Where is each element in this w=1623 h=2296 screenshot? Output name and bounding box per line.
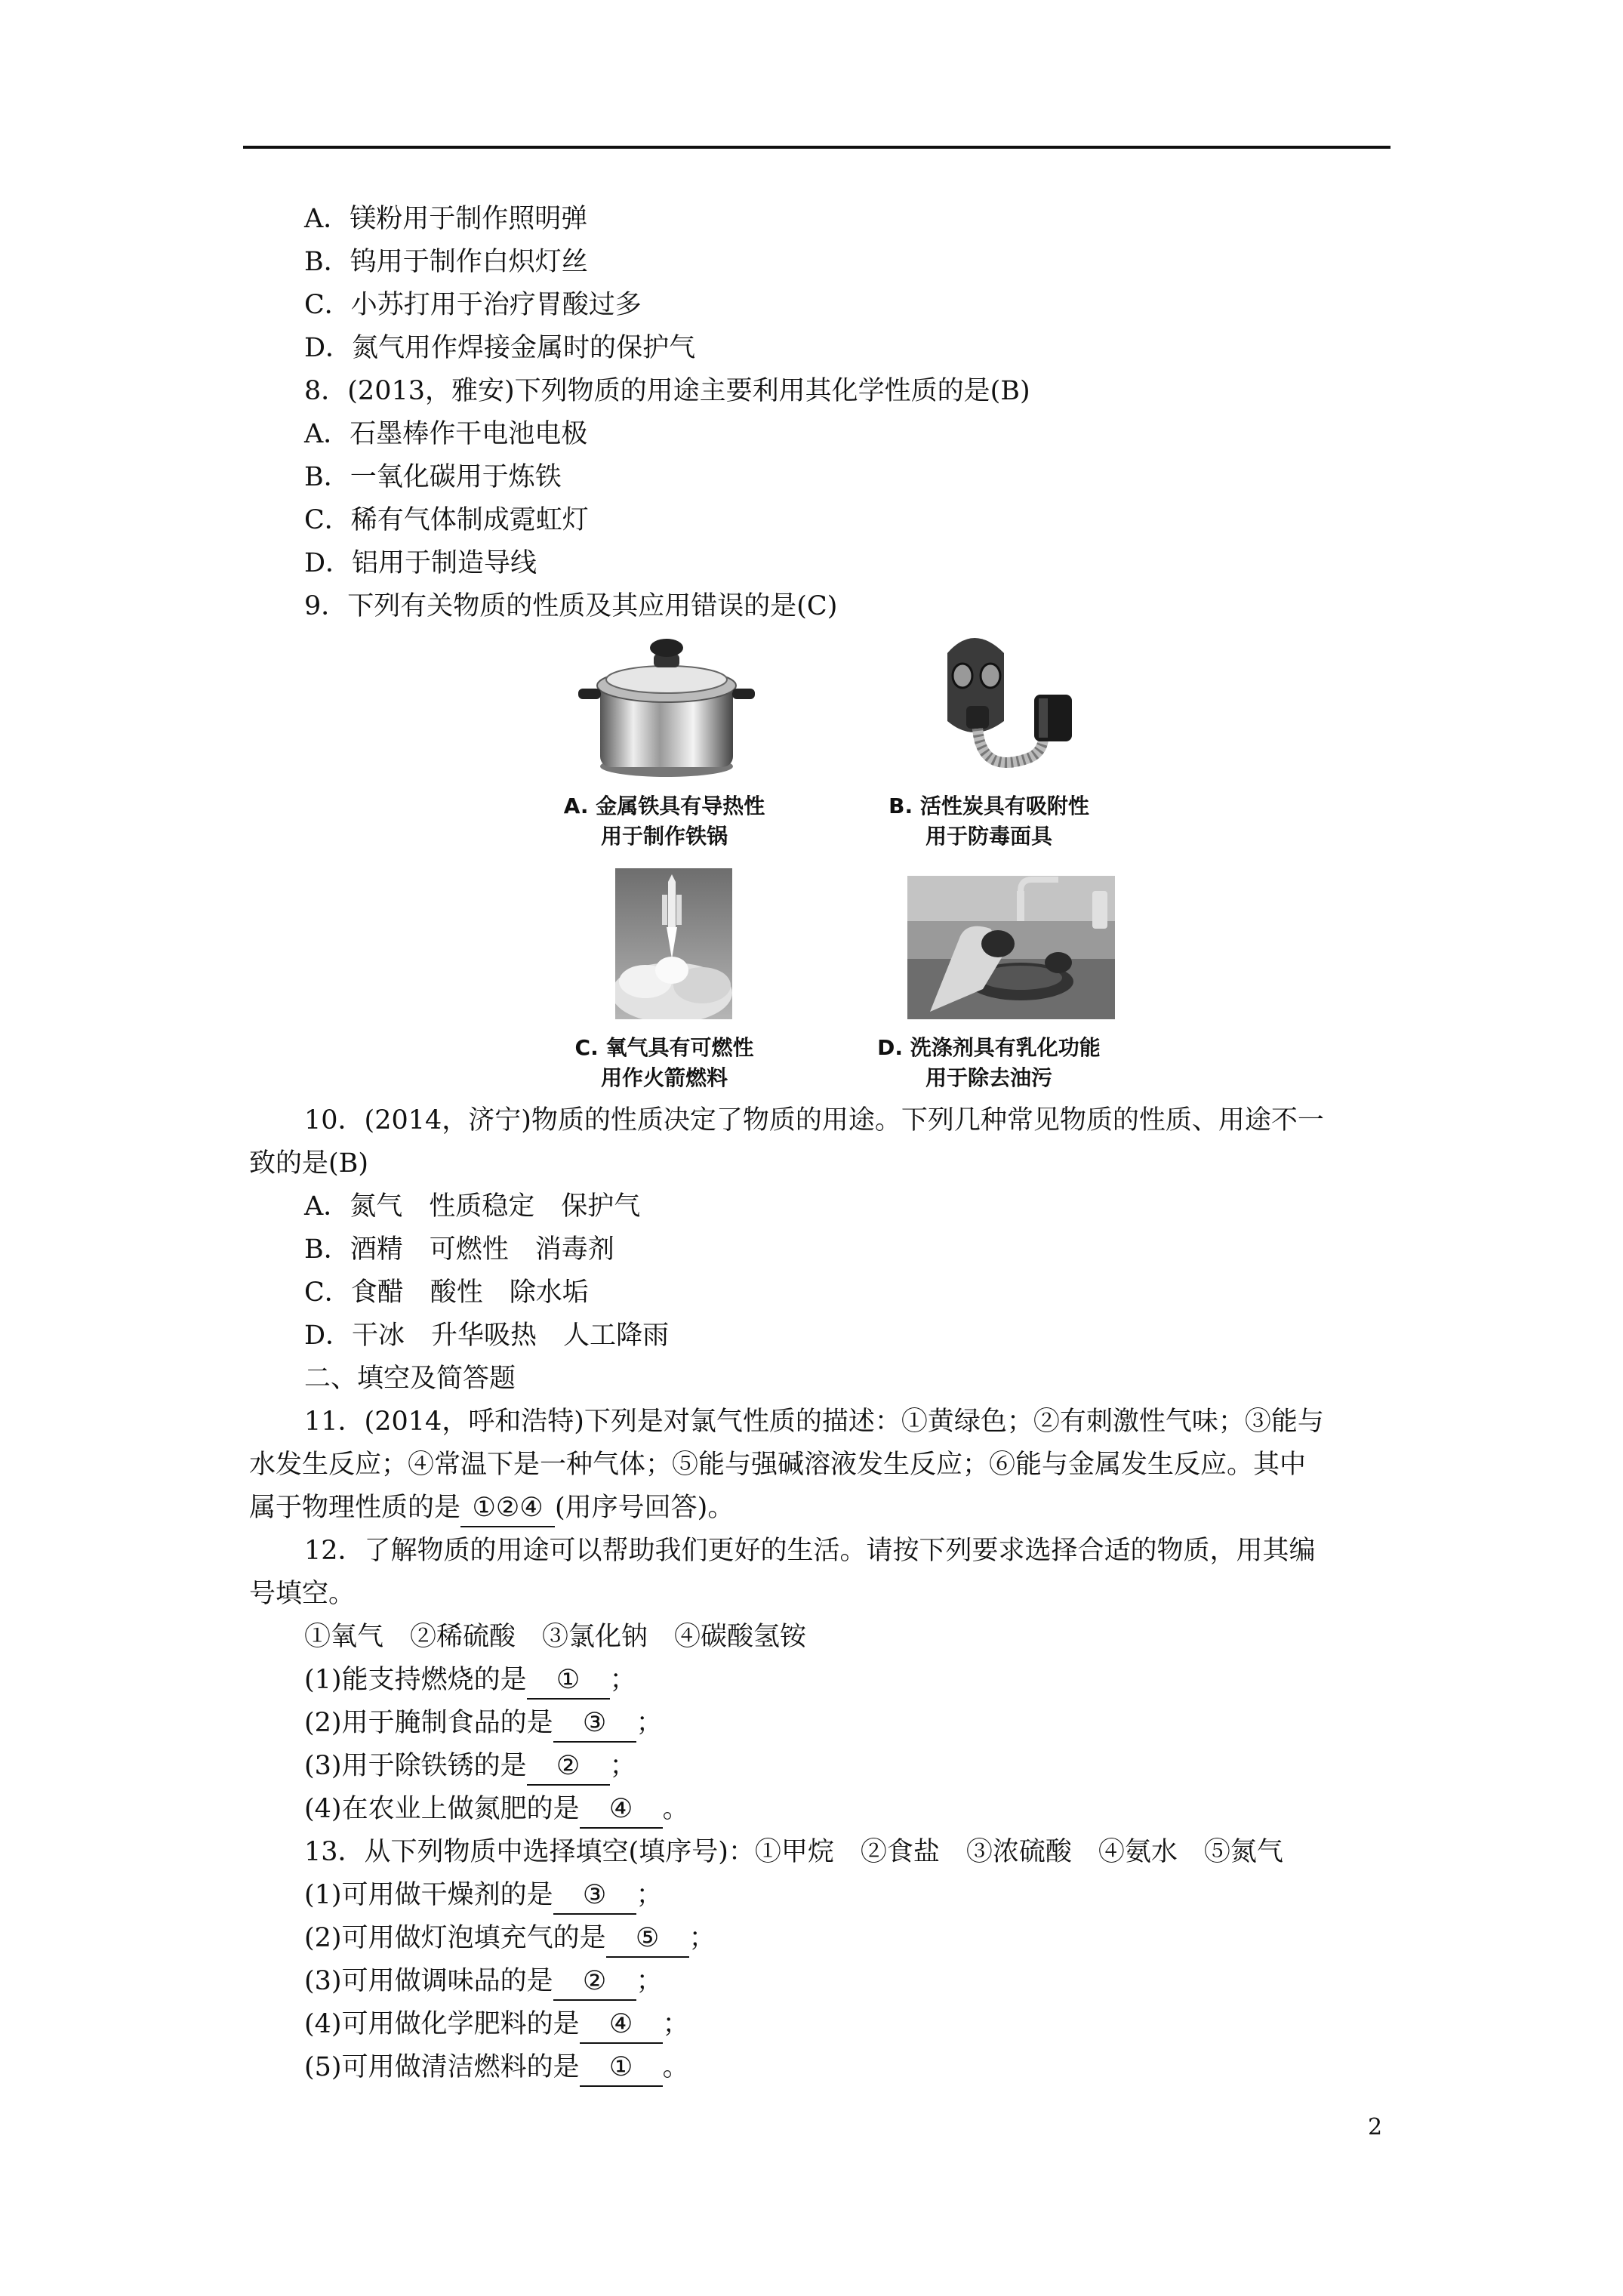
rocket-launch-image	[615, 868, 732, 1019]
q13-item-5-answer: ①	[580, 2049, 663, 2087]
caption-d-line2: 用于除去油污	[925, 1065, 1052, 1090]
q12-item-1	[304, 1659, 636, 1701]
q12-item-3-answer: ②	[527, 1748, 610, 1786]
q7-option-b: B．钨用于制作白炽灯丝	[304, 247, 588, 277]
q12-item-3-text: (3)用于除铁锈的是	[304, 1751, 527, 1781]
q12-item-3	[304, 1745, 636, 1787]
q10-stem-line2: 致的是(B)	[249, 1148, 369, 1179]
header-rule	[243, 146, 1390, 149]
q13-item-5-punct: 。	[662, 2052, 689, 2082]
q13-item-3-answer: ②	[553, 1963, 636, 2001]
q13-item-1-answer: ③	[553, 1877, 636, 1915]
iron-pot-image	[572, 627, 761, 785]
section-heading: 二、填空及简答题	[304, 1364, 516, 1394]
q10-option-b: B．酒精 可燃性 消毒剂	[304, 1234, 614, 1265]
q12-item-3-punct: ；	[609, 1751, 636, 1781]
q11-line3-pre: 属于物理性质的是	[249, 1493, 461, 1523]
q13-item-4-punct: ；	[662, 2009, 689, 2039]
q13-item-3-text: (3)可用做调味品的是	[304, 1966, 553, 1996]
q12-item-4	[304, 1788, 689, 1830]
q9-stem: 9．下列有关物质的性质及其应用错误的是(C)	[304, 591, 838, 621]
caption-b-line2: 用于防毒面具	[925, 824, 1052, 849]
q10-option-a: A．氮气 性质稳定 保护气	[304, 1191, 641, 1222]
q11-line1: 11．(2014，呼和浩特)下列是对氯气性质的描述：①黄绿色；②有刺激性气味；③能与	[304, 1407, 1324, 1437]
q12-item-4-text: (4)在农业上做氮肥的是	[304, 1794, 580, 1824]
q13-item-1-text: (1)可用做干燥剂的是	[304, 1880, 553, 1910]
q13-item-1	[304, 1874, 663, 1916]
q13-item-4	[304, 2003, 689, 2045]
q12-item-1-punct: ；	[609, 1665, 636, 1695]
washing-dishes-image	[907, 876, 1115, 1019]
q12-line1: 12．了解物质的用途可以帮助我们更好的生活。请按下列要求选择合适的物质，用其编	[304, 1536, 1316, 1566]
q10-option-d: D．干冰 升华吸热 人工降雨	[304, 1321, 670, 1351]
q13-item-5	[304, 2046, 689, 2088]
caption-d-line1: D. 洗涤剂具有乳化功能	[877, 1035, 1101, 1060]
q13-stem: 13．从下列物质中选择填空(填序号)：①甲烷 ②食盐 ③浓硫酸 ④氨水 ⑤氮气	[304, 1837, 1283, 1867]
caption-c-line2: 用作火箭燃料	[600, 1065, 728, 1090]
q12-item-1-answer: ①	[527, 1662, 610, 1700]
q10-stem-line1: 10．(2014，济宁)物质的性质决定了物质的用途。下列几种常见物质的性质、用途不一	[304, 1105, 1324, 1136]
q10-option-c: C．食醋 酸性 除水垢	[304, 1277, 589, 1308]
q13-item-4-text: (4)可用做化学肥料的是	[304, 2009, 580, 2039]
q13-item-2-punct: ；	[688, 1923, 716, 1953]
q12-item-2-answer: ③	[553, 1705, 636, 1743]
q11-line2: 水发生反应；④常温下是一种气体；⑤能与强碱溶液发生反应；⑥能与金属发生反应。其中	[249, 1450, 1307, 1480]
q8-option-d: D．铝用于制造导线	[304, 548, 537, 578]
q12-item-2-punct: ；	[636, 1708, 663, 1738]
q13-item-2-answer: ⑤	[606, 1920, 689, 1958]
q7-option-d: D．氮气用作焊接金属时的保护气	[304, 333, 696, 363]
q7-option-c: C．小苏打用于治疗胃酸过多	[304, 290, 642, 320]
q12-line2: 号填空。	[249, 1579, 356, 1609]
q12-item-1-text: (1)能支持燃烧的是	[304, 1665, 527, 1695]
q12-item-4-answer: ④	[580, 1791, 663, 1829]
q12-item-4-punct: 。	[662, 1794, 689, 1824]
q8-option-a: A．石墨棒作干电池电极	[304, 419, 588, 449]
q8-option-c: C．稀有气体制成霓虹灯	[304, 505, 589, 535]
q13-item-3	[304, 1960, 663, 2002]
q13-item-5-text: (5)可用做清洁燃料的是	[304, 2052, 580, 2082]
q12-item-2-text: (2)用于腌制食品的是	[304, 1708, 553, 1738]
q7-option-a: A．镁粉用于制作照明弹	[304, 204, 588, 234]
q12-item-2	[304, 1702, 663, 1744]
q13-item-1-punct: ；	[636, 1880, 663, 1910]
q13-item-4-answer: ④	[580, 2006, 663, 2044]
q13-item-2	[304, 1917, 716, 1959]
q12-choices: ①氧气 ②稀硫酸 ③氯化钠 ④碳酸氢铵	[304, 1622, 807, 1652]
q8-stem: 8．(2013，雅安)下列物质的用途主要利用其化学性质的是(B)	[304, 376, 1030, 406]
caption-a-line2: 用于制作铁锅	[600, 824, 728, 849]
page-number: 2	[1368, 2114, 1383, 2140]
caption-a-line1: A. 金属铁具有导热性	[563, 794, 765, 818]
q13-item-3-punct: ；	[636, 1966, 663, 1996]
q11-line3-post: (用序号回答)。	[555, 1493, 735, 1523]
q13-item-2-text: (2)可用做灯泡填充气的是	[304, 1923, 606, 1953]
caption-c-line1: C. 氧气具有可燃性	[574, 1035, 754, 1060]
q8-option-b: B．一氧化碳用于炼铁	[304, 462, 562, 492]
q11-answer: ①②④	[460, 1490, 555, 1527]
gas-mask-image	[921, 623, 1087, 789]
q11-line3	[249, 1487, 734, 1529]
caption-b-line1: B. 活性炭具有吸附性	[888, 794, 1089, 818]
